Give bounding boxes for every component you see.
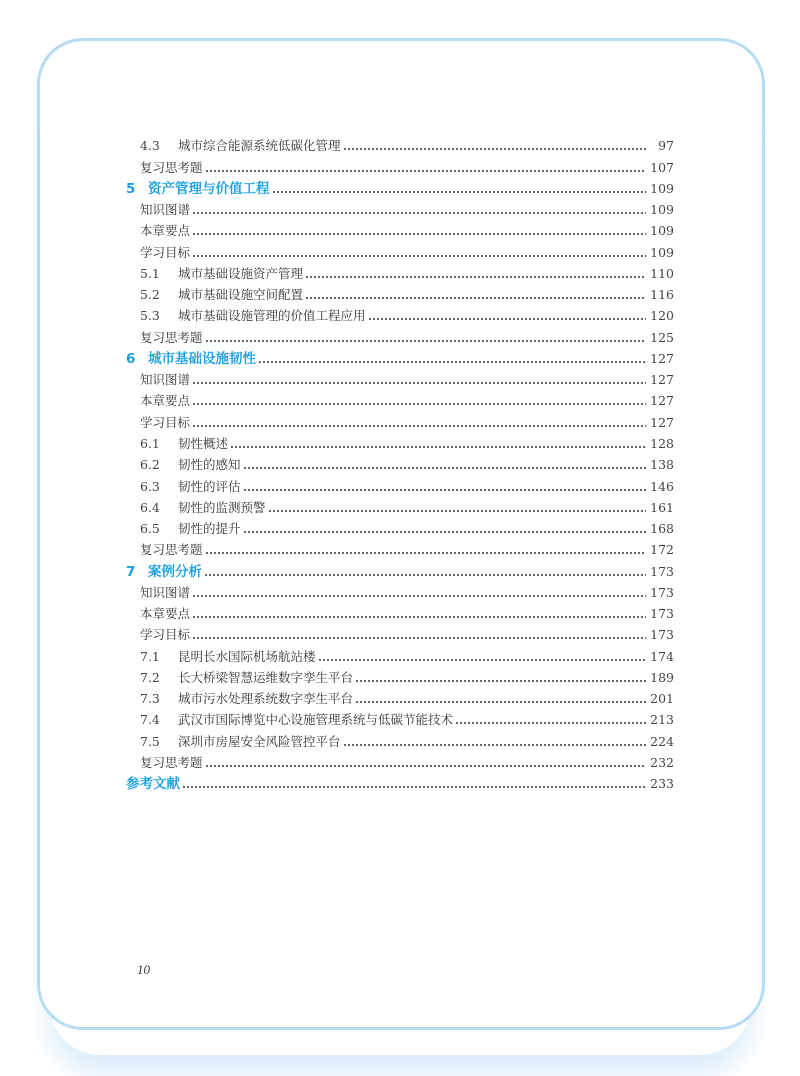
entry-page: 172	[650, 542, 674, 558]
entry-page: 173	[650, 584, 674, 600]
entry-title: 复习思考题	[140, 542, 203, 558]
toc-entry-chapter[interactable]	[126, 771, 674, 792]
toc-entry-section[interactable]	[126, 282, 674, 303]
entry-page: 127	[650, 350, 674, 366]
entry-number: 5.3	[140, 308, 160, 324]
toc-entry-sub[interactable]	[126, 324, 674, 345]
entry-page: 233	[650, 776, 674, 792]
toc-entry-sub[interactable]	[126, 388, 674, 409]
entry-page: 109	[650, 202, 674, 218]
dot-leader	[192, 233, 646, 235]
toc-entry-section[interactable]	[126, 133, 674, 154]
toc-entry-sub[interactable]	[126, 750, 674, 771]
toc-entry-sub[interactable]	[126, 622, 674, 643]
dot-leader	[318, 659, 647, 661]
entry-number: 6.2	[140, 457, 160, 473]
toc-entry-sub[interactable]	[126, 537, 674, 558]
dot-leader	[204, 574, 646, 576]
dot-leader	[243, 489, 647, 491]
dot-leader	[243, 531, 647, 533]
entry-number: 7.3	[140, 691, 160, 707]
toc-entry-sub[interactable]	[126, 239, 674, 260]
dot-leader	[355, 680, 646, 682]
entry-title: 韧性的评估	[178, 478, 241, 494]
dot-leader	[343, 744, 647, 746]
entry-page: 213	[650, 712, 674, 728]
entry-title: 知识图谱	[140, 372, 191, 388]
toc-entry-sub[interactable]	[126, 601, 674, 622]
page-number: 10	[137, 962, 150, 977]
entry-page: 107	[650, 159, 674, 175]
entry-title: 武汉市国际博览中心设施管理系统与低碳节能技术	[178, 712, 454, 728]
entry-page: 232	[650, 754, 674, 770]
dot-leader	[305, 276, 646, 278]
dot-leader	[192, 595, 646, 597]
entry-number: 7	[126, 563, 136, 580]
entry-title: 知识图谱	[140, 202, 191, 218]
dot-leader	[355, 701, 646, 703]
entry-title: 韧性的提升	[178, 521, 241, 537]
toc-entry-section[interactable]	[126, 643, 674, 664]
entry-page: 127	[650, 372, 674, 388]
entry-page: 110	[650, 265, 674, 281]
toc-entry-sub[interactable]	[126, 409, 674, 430]
toc-entry-section[interactable]	[126, 516, 674, 537]
entry-page: 109	[650, 223, 674, 239]
dot-leader	[205, 552, 647, 554]
toc-entry-section[interactable]	[126, 452, 674, 473]
dot-leader	[192, 212, 646, 214]
entry-page: 97	[658, 138, 674, 154]
entry-title: 案例分析	[148, 563, 202, 580]
entry-title: 昆明长水国际机场航站楼	[178, 648, 316, 664]
toc-entry-section[interactable]	[126, 686, 674, 707]
entry-page: 146	[650, 478, 674, 494]
entry-title: 知识图谱	[140, 584, 191, 600]
dot-leader	[368, 318, 647, 320]
entry-page: 128	[650, 435, 674, 451]
entry-page: 173	[650, 606, 674, 622]
entry-title: 本章要点	[140, 223, 191, 239]
entry-number: 7.2	[140, 669, 160, 685]
toc-entry-sub[interactable]	[126, 218, 674, 239]
entry-title: 深圳市房屋安全风险管控平台	[178, 733, 341, 749]
toc-entry-chapter[interactable]	[126, 176, 674, 197]
entry-title: 城市基础设施韧性	[148, 350, 256, 367]
dot-leader	[182, 786, 646, 788]
entry-title: 参考文献	[126, 776, 180, 793]
dot-leader	[268, 510, 647, 512]
entry-title: 长大桥梁智慧运维数字孪生平台	[178, 669, 354, 685]
entry-page: 168	[650, 521, 674, 537]
entry-title: 城市污水处理系统数字孪生平台	[178, 691, 354, 707]
dot-leader	[192, 255, 646, 257]
toc-entry-section[interactable]	[126, 728, 674, 749]
entry-title: 城市基础设施资产管理	[178, 265, 304, 281]
entry-title: 学习目标	[140, 244, 191, 260]
entry-title: 城市基础设施管理的价值工程应用	[178, 308, 366, 324]
toc-entry-sub[interactable]	[126, 580, 674, 601]
toc-entry-sub[interactable]	[126, 154, 674, 175]
entry-title: 学习目标	[140, 627, 191, 643]
entry-number: 5	[126, 180, 136, 197]
dot-leader	[272, 191, 647, 193]
entry-page: 224	[650, 733, 674, 749]
entry-title: 城市综合能源系统低碳化管理	[178, 138, 341, 154]
dot-leader	[230, 446, 646, 448]
table-of-contents	[126, 133, 674, 792]
entry-title: 本章要点	[140, 606, 191, 622]
toc-entry-section[interactable]	[126, 473, 674, 494]
entry-page: 173	[650, 627, 674, 643]
entry-page: 120	[650, 308, 674, 324]
entry-page: 189	[650, 669, 674, 685]
dot-leader	[243, 467, 647, 469]
entry-title: 资产管理与价值工程	[148, 180, 270, 197]
entry-page: 174	[650, 648, 674, 664]
toc-entry-sub[interactable]	[126, 197, 674, 218]
entry-page: 125	[650, 329, 674, 345]
entry-title: 韧性的监测预警	[178, 499, 266, 515]
toc-entry-section[interactable]	[126, 707, 674, 728]
entry-page: 127	[650, 393, 674, 409]
entry-number: 7.4	[140, 712, 160, 728]
entry-title: 学习目标	[140, 414, 191, 430]
entry-page: 116	[650, 287, 674, 303]
entry-number: 5.1	[140, 265, 160, 281]
entry-page: 109	[650, 244, 674, 260]
entry-number: 6.5	[140, 521, 160, 537]
toc-entry-section[interactable]	[126, 303, 674, 324]
toc-entry-section[interactable]	[126, 665, 674, 686]
toc-entry-chapter[interactable]	[126, 558, 674, 579]
toc-entry-section[interactable]	[126, 495, 674, 516]
entry-page: 173	[650, 563, 674, 579]
toc-entry-section[interactable]	[126, 431, 674, 452]
dot-leader	[258, 361, 646, 363]
dot-leader	[192, 403, 646, 405]
entry-number: 6.3	[140, 478, 160, 494]
entry-number: 6.4	[140, 499, 160, 515]
toc-entry-chapter[interactable]	[126, 346, 674, 367]
dot-leader	[343, 148, 648, 150]
toc-entry-sub[interactable]	[126, 367, 674, 388]
dot-leader	[305, 297, 646, 299]
entry-title: 韧性概述	[178, 435, 229, 451]
entry-number: 6.1	[140, 435, 160, 451]
toc-entry-section[interactable]	[126, 261, 674, 282]
entry-title: 韧性的感知	[178, 457, 241, 473]
entry-number: 7.5	[140, 733, 160, 749]
entry-number: 6	[126, 350, 136, 367]
entry-page: 138	[650, 457, 674, 473]
dot-leader	[192, 425, 646, 427]
entry-page: 127	[650, 414, 674, 430]
dot-leader	[205, 170, 647, 172]
dot-leader	[205, 765, 647, 767]
entry-title: 复习思考题	[140, 329, 203, 345]
dot-leader	[455, 722, 646, 724]
entry-title: 复习思考题	[140, 754, 203, 770]
entry-title: 本章要点	[140, 393, 191, 409]
dot-leader	[192, 382, 646, 384]
entry-page: 109	[650, 180, 674, 196]
entry-number: 4.3	[140, 138, 160, 154]
entry-number: 5.2	[140, 287, 160, 303]
entry-page: 201	[650, 691, 674, 707]
entry-page: 161	[650, 499, 674, 515]
entry-title: 城市基础设施空间配置	[178, 287, 304, 303]
dot-leader	[205, 340, 647, 342]
dot-leader	[192, 637, 646, 639]
entry-number: 7.1	[140, 648, 160, 664]
entry-title: 复习思考题	[140, 159, 203, 175]
dot-leader	[192, 616, 646, 618]
